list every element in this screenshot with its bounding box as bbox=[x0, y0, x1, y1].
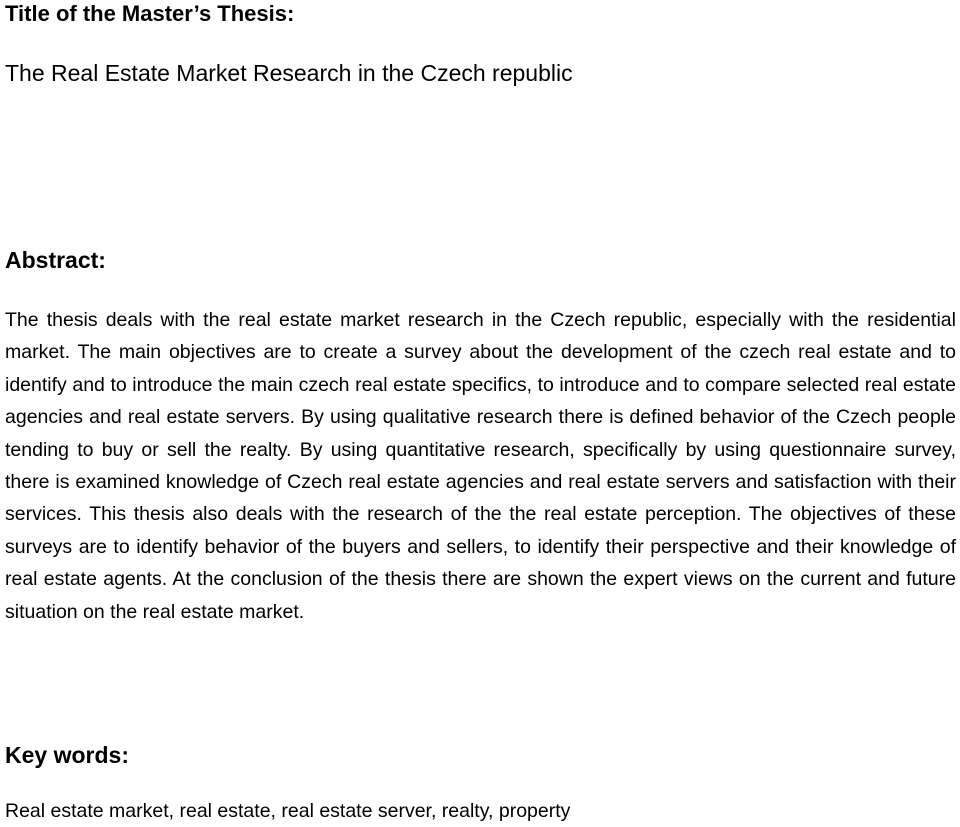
abstract-paragraph: The thesis deals with the real estate market research in the Czech republic, especially with the residential market. The main objectives are to create a survey about the development of the czech real estate and to identify and to introduce the main czech real estate specifics, to introduce and to compare selected real estate agencies and real estate servers. By using qualitative research there is defined behavior of the Czech people tending to buy or sell the realty. By using quantitative research, specifically by using questionnaire survey, there is examined knowledge of Czech real estate agencies and real estate servers and satisfaction with their services. This thesis also deals with the research of the the real estate perception. The objectives of these surveys are to identify behavior of the buyers and sellers, to identify their perspective and their knowledge of real estate agents. At the conclusion of the thesis there are shown the expert views on the current and future situation on the real estate market. bbox=[5, 309, 956, 623]
abstract-heading: Abstract: bbox=[5, 247, 106, 273]
thesis-title: The Real Estate Market Research in the Czech republic bbox=[5, 60, 573, 86]
title-heading: Title of the Master’s Thesis: bbox=[5, 1, 295, 26]
keywords-list: Real estate market, real estate, real estate server, realty, property bbox=[5, 800, 571, 822]
keywords-heading: Key words: bbox=[5, 742, 129, 768]
